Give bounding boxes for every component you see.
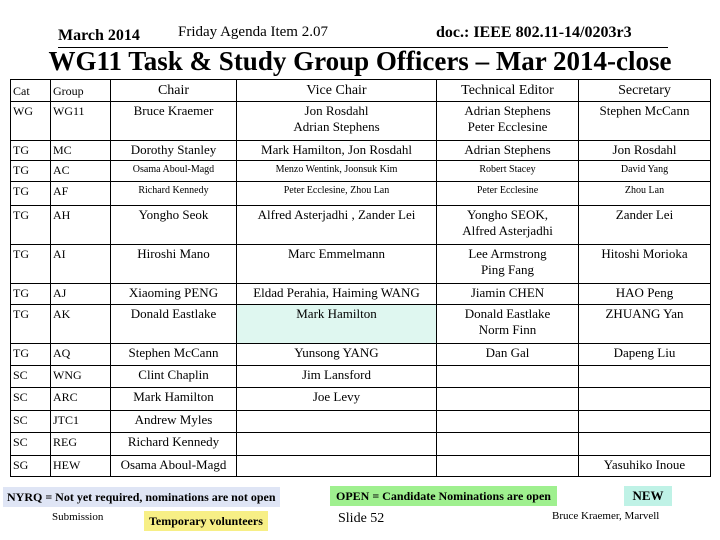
cell-line: Andrew Myles [134, 411, 213, 427]
header-agenda-item: Friday Agenda Item 2.07 [178, 24, 328, 40]
cell-line: Peter Ecclesine [467, 119, 548, 135]
table-row [11, 206, 711, 245]
cell-group: AF [51, 181, 111, 205]
cell-line: Eldad Perahia, Haiming WANG [253, 284, 420, 300]
cell-vice-chair [237, 304, 437, 343]
table-row [11, 304, 711, 343]
cell-cat: TG [11, 304, 51, 343]
cell-line: Jon Rosdahl [304, 103, 369, 119]
column-header-chair: Chair [111, 80, 237, 102]
legend-new: NEW [624, 486, 672, 506]
cell-line: Osama Aboul-Magd [132, 164, 215, 176]
cell-cat: TG [11, 141, 51, 161]
cell-chair [111, 304, 237, 343]
cell-line: Richard Kennedy [127, 434, 220, 450]
footer-author: Bruce Kraemer, Marvell [552, 510, 660, 522]
cell-line: Alfred Asterjadhi , Zander Lei [257, 207, 416, 223]
cell-line: Adrian Stephens [293, 119, 380, 135]
cell-line: Dorothy Stanley [130, 142, 217, 158]
cell-technical-editor [437, 433, 579, 455]
cell-group: AH [51, 206, 111, 245]
footer-slide-number: Slide 52 [338, 511, 385, 526]
cell-vice-chair [237, 181, 437, 205]
cell-secretary [579, 206, 711, 245]
table-row [11, 102, 711, 141]
legend-open: OPEN = Candidate Nominations are open [330, 486, 557, 506]
table-row [11, 244, 711, 283]
cell-line: Yongho Seok [138, 207, 209, 223]
cell-chair [111, 433, 237, 455]
cell-vice-chair [237, 455, 437, 476]
cell-secretary [579, 244, 711, 283]
cell-chair [111, 181, 237, 205]
cell-technical-editor [437, 365, 579, 387]
cell-technical-editor [437, 410, 579, 432]
cell-line: Mark Hamilton, Jon Rosdahl [261, 142, 412, 158]
cell-secretary [579, 161, 711, 181]
cell-line: Marc Emmelmann [287, 245, 386, 261]
table-row [11, 388, 711, 410]
cell-chair [111, 343, 237, 365]
cell-group: AI [51, 244, 111, 283]
header-doc-number: doc.: IEEE 802.11-14/0203r3 [436, 24, 632, 41]
column-header-group: Group [51, 80, 111, 102]
cell-vice-chair [237, 141, 437, 161]
header-date: March 2014 [58, 27, 140, 44]
table-row [11, 283, 711, 304]
table-row [11, 161, 711, 181]
cell-cat: SC [11, 410, 51, 432]
cell-line: Mark Hamilton [296, 305, 377, 321]
cell-line: Jiamin CHEN [470, 284, 545, 300]
cell-line: Stephen McCann [128, 344, 219, 360]
cell-cat: SC [11, 388, 51, 410]
column-header-technical-editor: Technical Editor [437, 80, 579, 102]
table-header-row [11, 80, 711, 102]
cell-technical-editor [437, 388, 579, 410]
cell-vice-chair [237, 161, 437, 181]
cell-group: AC [51, 161, 111, 181]
cell-chair [111, 161, 237, 181]
cell-cat: SG [11, 455, 51, 476]
cell-line: Bruce Kraemer [133, 103, 214, 119]
cell-cat: SC [11, 365, 51, 387]
cell-line: Menzo Wentink, Joonsuk Kim [275, 164, 398, 176]
cell-technical-editor [437, 206, 579, 245]
cell-chair [111, 455, 237, 476]
table-row [11, 455, 711, 476]
cell-technical-editor [437, 161, 579, 181]
cell-cat: TG [11, 181, 51, 205]
cell-line: Adrian Stephens [464, 103, 551, 119]
cell-secretary [579, 410, 711, 432]
cell-chair [111, 244, 237, 283]
cell-line: Robert Stacey [479, 164, 536, 176]
cell-line: Xiaoming PENG [128, 284, 219, 300]
cell-cat: TG [11, 244, 51, 283]
cell-group: AQ [51, 343, 111, 365]
table-row [11, 141, 711, 161]
cell-line: Peter Ecclesine, Zhou Lan [283, 184, 390, 196]
cell-technical-editor [437, 244, 579, 283]
cell-secretary [579, 304, 711, 343]
officers-table [10, 79, 711, 477]
cell-chair [111, 388, 237, 410]
cell-secretary [579, 102, 711, 141]
cell-group: AK [51, 304, 111, 343]
cell-line: Norm Finn [478, 321, 537, 337]
cell-secretary [579, 365, 711, 387]
cell-line: Hiroshi Mano [137, 245, 210, 261]
cell-technical-editor [437, 304, 579, 343]
cell-line: Zander Lei [615, 207, 674, 223]
cell-secretary [579, 433, 711, 455]
cell-technical-editor [437, 102, 579, 141]
cell-line: Peter Ecclesine [476, 184, 539, 196]
cell-group: ARC [51, 388, 111, 410]
cell-line: Mark Hamilton [133, 389, 214, 405]
cell-line: Clint Chaplin [138, 366, 209, 382]
cell-line: Zhou Lan [624, 184, 665, 196]
legend-nyrq: NYRQ = Not yet required, nominations are not open [3, 487, 280, 507]
cell-vice-chair [237, 343, 437, 365]
cell-technical-editor [437, 141, 579, 161]
cell-vice-chair [237, 283, 437, 304]
cell-line: Yongho SEOK, [466, 207, 549, 223]
table-row [11, 343, 711, 365]
cell-cat: TG [11, 161, 51, 181]
cell-vice-chair [237, 365, 437, 387]
cell-technical-editor [437, 181, 579, 205]
cell-vice-chair [237, 388, 437, 410]
cell-line: Donald Eastlake [130, 305, 217, 321]
cell-line: Ping Fang [480, 261, 535, 277]
cell-group: REG [51, 433, 111, 455]
cell-vice-chair [237, 102, 437, 141]
cell-group: MC [51, 141, 111, 161]
cell-chair [111, 410, 237, 432]
cell-line: Osama Aboul-Magd [120, 456, 227, 472]
cell-line: Yunsong YANG [294, 344, 379, 360]
column-header-secretary: Secretary [579, 80, 711, 102]
cell-line: Yasuhiko Inoue [603, 456, 686, 472]
cell-line: Dan Gal [485, 344, 530, 360]
cell-line: Donald Eastlake [464, 305, 551, 321]
cell-secretary [579, 181, 711, 205]
cell-chair [111, 283, 237, 304]
cell-chair [111, 141, 237, 161]
cell-line: ZHUANG Yan [605, 305, 684, 321]
cell-vice-chair [237, 206, 437, 245]
cell-vice-chair [237, 433, 437, 455]
table-row [11, 410, 711, 432]
table-row [11, 365, 711, 387]
cell-line: Alfred Asterjadhi [462, 223, 553, 239]
column-header-vice-chair: Vice Chair [237, 80, 437, 102]
cell-line: Stephen McCann [599, 103, 690, 119]
table-row [11, 181, 711, 205]
cell-technical-editor [437, 343, 579, 365]
cell-chair [111, 206, 237, 245]
cell-line: Lee Armstrong [468, 245, 547, 261]
cell-line: Hitoshi Morioka [601, 245, 688, 261]
cell-group: JTC1 [51, 410, 111, 432]
cell-secretary [579, 343, 711, 365]
cell-cat: SC [11, 433, 51, 455]
cell-secretary [579, 455, 711, 476]
cell-vice-chair [237, 244, 437, 283]
cell-technical-editor [437, 455, 579, 476]
cell-group: AJ [51, 283, 111, 304]
cell-group: WG11 [51, 102, 111, 141]
cell-line: Adrian Stephens [464, 142, 551, 158]
cell-cat: WG [11, 102, 51, 141]
cell-line: Jon Rosdahl [612, 142, 677, 158]
footer-submission: Submission [52, 511, 104, 523]
cell-chair [111, 365, 237, 387]
cell-chair [111, 102, 237, 141]
cell-technical-editor [437, 283, 579, 304]
slide-title: WG11 Task & Study Group Officers – Mar 2014-close [48, 46, 672, 76]
cell-line: David Yang [620, 164, 669, 176]
cell-line: Dapeng Liu [613, 344, 676, 360]
cell-cat: TG [11, 343, 51, 365]
cell-cat: TG [11, 206, 51, 245]
cell-secretary [579, 388, 711, 410]
cell-cat: TG [11, 283, 51, 304]
cell-secretary [579, 283, 711, 304]
cell-group: WNG [51, 365, 111, 387]
cell-line: HAO Peng [615, 284, 674, 300]
cell-line: Jim Lansford [302, 366, 371, 382]
legend-temporary-volunteers: Temporary volunteers [144, 511, 268, 531]
cell-line: Joe Levy [312, 389, 361, 405]
cell-vice-chair [237, 410, 437, 432]
cell-secretary [579, 141, 711, 161]
cell-line: Richard Kennedy [138, 184, 209, 196]
table-row [11, 433, 711, 455]
cell-group: HEW [51, 455, 111, 476]
column-header-cat: Cat [11, 80, 51, 102]
